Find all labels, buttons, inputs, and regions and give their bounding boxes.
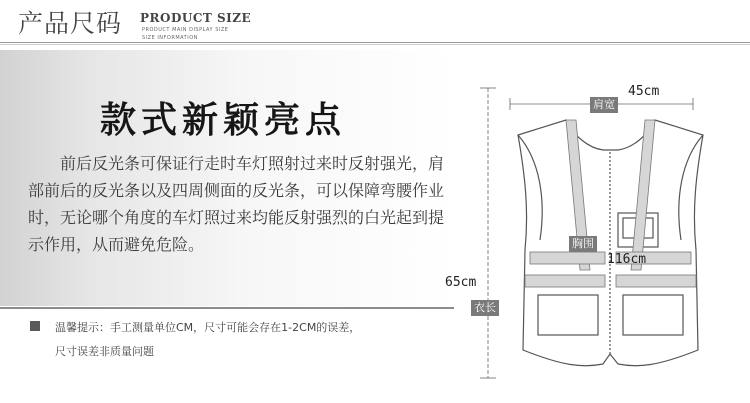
chest-value: 116cm — [607, 252, 647, 267]
length-label: 衣长 — [471, 300, 499, 316]
header-sub-1: PRODUCT MAIN DISPLAY SIZE — [142, 27, 229, 33]
header-line-2 — [0, 44, 750, 45]
note-bullet-icon — [30, 321, 40, 331]
header-line — [0, 42, 750, 43]
feature-description: 前后反光条可保证行走时车灯照射过来时反射强光，肩部前后的反光条以及四周侧面的反光条，可以保障弯腰作业时，无论哪个角度的车灯照过来均能反射强烈的白光起到提示作用，从而避免危险。 — [28, 154, 445, 254]
length-value: 65cm — [445, 275, 477, 290]
feature-headline: 款式新颖亮点 — [100, 100, 347, 141]
divider — [0, 307, 454, 309]
chest-label: 胸围 — [569, 236, 597, 252]
note-line-1: 温馨提示：手工测量单位CM，尺寸可能会存在1-2CM的误差， — [55, 321, 361, 334]
header-sub-2: SIZE INFORMATION — [142, 35, 198, 41]
header-title-en: PRODUCT SIZE — [140, 11, 252, 25]
shoulder-label: 肩宽 — [590, 97, 618, 113]
header-title-cn: 产品尺码 — [18, 9, 123, 38]
shoulder-value: 45cm — [628, 84, 660, 99]
vest-illustration-icon — [478, 80, 748, 390]
note-line-2: 尺寸误差非质量问题 — [55, 345, 154, 358]
